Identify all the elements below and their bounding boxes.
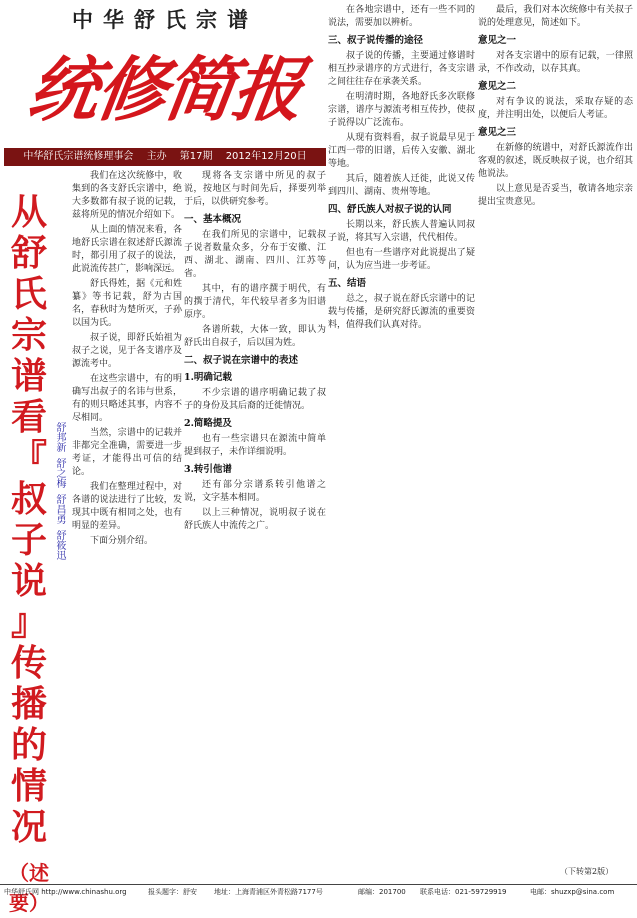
headline-char: 谱: [10, 356, 47, 397]
masthead-top-title: 中华舒氏宗谱: [72, 7, 258, 32]
section-heading: 意见之二: [478, 81, 517, 92]
section-heading: 意见之三: [478, 127, 517, 138]
headline-char: 说: [10, 561, 47, 602]
paragraph: 但也有一些谱序对此说提出了疑问，认为应当进一步考证。: [328, 248, 475, 271]
text-column-d: [478, 4, 633, 870]
page-footer: [0, 884, 637, 901]
text-column-a: [72, 170, 182, 870]
headline-char: 舒: [10, 233, 47, 274]
paragraph: 我们在整理过程中，对各谱的说法进行了比较，发现其中既有相同之处，也有明显的差异。: [72, 482, 182, 531]
paragraph: 在明清时期，各地舒氏多次联修宗谱，谱序与源流考相互传抄，使叔子说得以广泛流布。: [328, 92, 475, 128]
paragraph: 长期以来，舒氏族人普遍认同叔子说，将其写入宗谱，代代相传。: [328, 220, 475, 243]
footer-editor: 报头题字：舒安: [148, 888, 197, 896]
paragraph: 总之，叔子说在舒氏宗谱中的记载与传播，是研究舒氏源流的重要资料，值得我们认真对待。: [328, 294, 475, 330]
footer-phone: 联系电话：021-59729919: [420, 888, 507, 896]
headline-char: 』: [10, 602, 47, 643]
paragraph: 现将各支宗谱中所见的叔子说，按地区与时间先后，择要列举于后，以供研究参考。: [184, 171, 326, 207]
footer-postcode: 邮编：201700: [358, 888, 406, 896]
headline-char: 传: [10, 643, 47, 684]
paragraph: 其后，随着族人迁徙，此说又传到四川、湖南、贵州等地。: [328, 174, 475, 197]
issue-role: 主办: [146, 151, 167, 162]
continuation-note: （下转第2版）: [560, 867, 614, 876]
paragraph: 从现有资料看，叔子说最早见于江西一带的旧谱，后传入安徽、湖北等地。: [328, 133, 475, 169]
paragraph: 在新修的统谱中，对舒氏源流作出客观的叙述，既反映叔子说，也介绍其他说法。: [478, 143, 633, 179]
issue-date: 2012年12月20日: [225, 151, 307, 162]
section-heading: 1.明确记载: [184, 372, 232, 383]
headline-char: 看: [10, 397, 47, 438]
section-heading: 二、叔子说在宗谱中的表述: [184, 355, 299, 366]
issue-org: 中华舒氏宗谱统修理事会: [23, 151, 134, 162]
section-heading: 一、基本概况: [184, 214, 242, 225]
paragraph: 也有一些宗谱只在源流中简单提到叔子，未作详细说明。: [184, 434, 326, 457]
paragraph: 舒氏得姓，据《元和姓纂》等书记载，舒为古国名，春秋时为楚所灭，子孙以国为氏。: [72, 279, 182, 328]
byline-author: 舒筱迅: [54, 530, 65, 560]
article-headline: [6, 192, 52, 918]
footer-address: 地址：上海青浦区外青松路7177号: [214, 888, 323, 896]
paragraph: 对有争议的说法，采取存疑的态度，并注明出处，以便后人考证。: [478, 97, 633, 120]
headline-char: 子: [10, 520, 47, 561]
byline-author: 舒昌勇: [54, 494, 65, 524]
text-column-c: [328, 4, 475, 870]
paragraph: 在各地宗谱中，还有一些不同的说法，需要加以辨析。: [328, 5, 475, 28]
masthead-brand: 统修简报: [23, 48, 307, 131]
headline-char: 氏: [10, 274, 47, 315]
paragraph: 当然，宗谱中的记载并非都完全准确，需要进一步考证，才能得出可信的结论。: [72, 428, 182, 477]
headline-char: 况: [10, 807, 47, 848]
footer-site: 中华舒氏网 http://www.chinashu.org: [4, 888, 127, 896]
paragraph: 对各支宗谱中的原有记载，一律照录，不作改动，以存其真。: [478, 51, 633, 74]
paragraph: 以上意见是否妥当，敬请各地宗亲提出宝贵意见。: [478, 184, 633, 207]
text-column-b: [184, 170, 326, 870]
section-heading: 2.简略提及: [184, 418, 232, 429]
paragraph: 在我们所见的宗谱中，记载叔子说者数量众多，分布于安徽、江西、湖北、湖南、四川、江苏等省。: [184, 230, 326, 279]
paragraph: 在这些宗谱中，有的明确写出叔子的名讳与世系，有的则只略述其事，内容不尽相同。: [72, 374, 182, 423]
paragraph: 叔子说，即舒氏始祖为叔子之说，见于各支谱序及源流考中。: [72, 333, 182, 369]
paragraph: 下面分别介绍。: [90, 536, 154, 546]
paragraph: 不少宗谱的谱序明确记载了叔子的身份及其后裔的迁徙情况。: [184, 388, 326, 411]
headline-char: 播: [10, 684, 47, 725]
section-heading: 四、舒氏族人对叔子说的认同: [328, 204, 452, 215]
section-heading: 3.转引他谱: [184, 464, 232, 475]
issue-number: 第17期: [179, 151, 213, 162]
headline-char: 的: [10, 725, 47, 766]
headline-char: 情: [10, 766, 47, 807]
paragraph: 最后，我们对本次统修中有关叔子说的处理意见，简述如下。: [478, 5, 633, 28]
section-heading: 五、结语: [328, 278, 367, 289]
headline-subtitle: （述要）: [9, 861, 49, 915]
headline-char: 叔: [10, 479, 47, 520]
issue-bar: [4, 148, 326, 166]
paragraph: 我们在这次统修中，收集到的各支舒氏宗谱中，绝大多数都有叔子说的记载，兹将所见的情况介绍如下。: [72, 171, 182, 220]
footer-email: 电邮：shuzxp@sina.com: [530, 888, 615, 896]
paragraph: 从上面的情况来看，各地舒氏宗谱在叙述舒氏源流时，都引用了叔子的说法，此说流传甚广，影响深远。: [72, 225, 182, 274]
headline-char: 从: [10, 192, 47, 233]
byline-author: 舒邦新: [54, 422, 65, 452]
section-heading: 意见之一: [478, 35, 517, 46]
paragraph: 其中，有的谱序撰于明代，有的撰于清代，年代较早者多为旧谱原序。: [184, 284, 326, 320]
section-heading: 三、叔子说传播的途径: [328, 35, 424, 46]
paragraph: 各谱所载，大体一致，即认为舒氏出自叔子，后以国为姓。: [184, 325, 326, 348]
headline-char: 『: [10, 438, 47, 479]
article-bylines: [52, 422, 68, 566]
headline-char: 宗: [10, 315, 47, 356]
paragraph: 还有部分宗谱系转引他谱之说，文字基本相同。: [184, 480, 326, 503]
paragraph: 叔子说的传播，主要通过修谱时相互抄录谱序的方式进行，各支宗谱之间往往存在承袭关系。: [328, 51, 475, 87]
paragraph: 以上三种情况，说明叔子说在舒氏族人中流传之广。: [184, 508, 326, 531]
byline-author: 舒之梅: [54, 458, 65, 488]
